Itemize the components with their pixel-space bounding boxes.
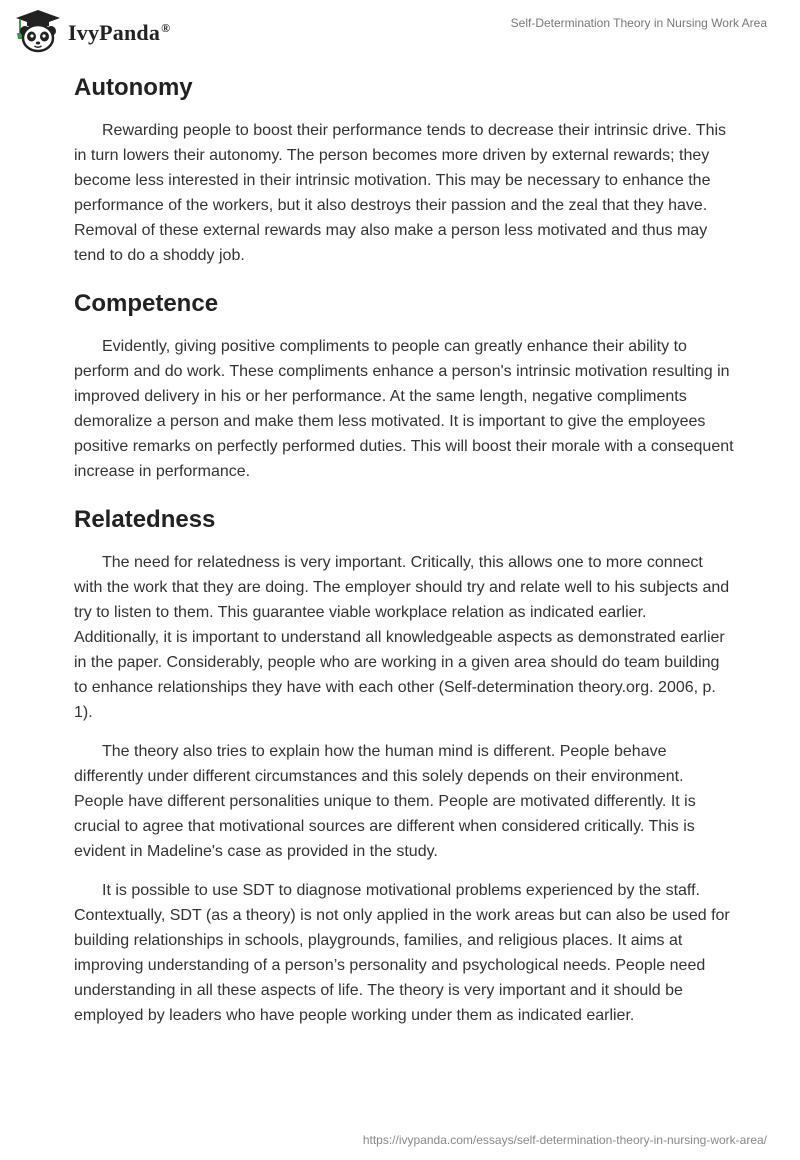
paragraph: Evidently, giving positive compliments to people can greatly enhance their ability to perform and do work. These compliments enhance a person's intrinsic motivation resulting in improved delivery in his or her performance. At the same length, negative compliments demoralize a person and make them less motivated. It is important to give the employees positive remarks on perfectly performed duties. This will boost their morale with a consequent increase in performance. — [74, 338, 734, 480]
section-heading-relatedness: Relatedness — [74, 506, 216, 533]
essay-body — [74, 72, 734, 1042]
page-header — [0, 0, 800, 60]
panda-graduate-icon — [14, 9, 62, 53]
paragraph: It is possible to use SDT to diagnose motivational problems experienced by the staff. Contextually, SDT (as a theory) is not only applied in the work areas but can also be used for building relationships in schools, playgrounds, families, and religious places. It aims at improving understanding of a person’s personality and psychological needs. People need understanding in all these aspects of life. The theory is very important and it should be employed by leaders who have people working under them as indicated earlier. — [74, 882, 730, 1024]
document-title: Self-Determination Theory in Nursing Work Area — [510, 16, 767, 30]
brand-name: IvyPanda® — [68, 20, 171, 45]
source-url-link[interactable]: https://ivypanda.com/essays/self-determination-theory-in-nursing-work-area/ — [362, 1133, 767, 1147]
paragraph: The need for relatedness is very important. Critically, this allows one to more connect with the work that they are doing. The employer should try and relate well to his subjects and try to listen to them. This guarantee viable workplace relation as indicated earlier. Additionally, it is important to understand all knowledgeable aspects as demonstrated earlier in the paper. Considerably, people who are working in a given area should do team building to enhance relationships they have with each other (Self-determination theory.org. 2006, p. 1). — [74, 554, 730, 721]
section-heading-competence: Competence — [74, 290, 219, 317]
brand-logo[interactable] — [14, 9, 170, 53]
paragraph: The theory also tries to explain how the human mind is different. People behave differently under different circumstances and this solely depends on their environment. People have different personalities unique to them. People are motivated differently. It is crucial to agree that motivational sources are different when considered critically. This is evident in Madeline's case as provided in the study. — [74, 743, 696, 860]
registered-mark: ® — [161, 20, 171, 35]
section-heading-autonomy: Autonomy — [74, 74, 193, 101]
paragraph: Rewarding people to boost their performance tends to decrease their intrinsic drive. This in turn lowers their autonomy. The person becomes more driven by external rewards; they become less interested in their intrinsic motivation. This may be necessary to enhance the performance of the workers, but it also destroys their passion and the zeal that they have. Removal of these external rewards may also make a person less motivated and thus may tend to do a shoddy job. — [74, 122, 727, 264]
